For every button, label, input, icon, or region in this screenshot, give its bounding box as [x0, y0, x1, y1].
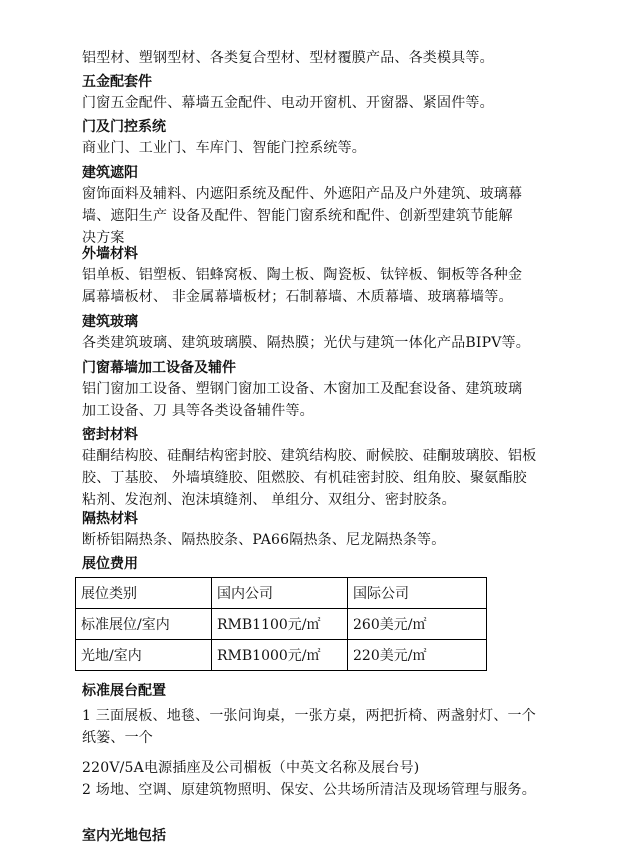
- section-wall: [82, 244, 582, 308]
- table-row: [76, 578, 487, 609]
- table-header-cell: 国内公司: [212, 578, 348, 609]
- glass-heading: 建筑玻璃: [82, 314, 138, 330]
- section-raw-space: [82, 826, 582, 846]
- shading-line: 墙、遮阳生产 设备及配件、智能门窗系统和配件、创新型建筑节能解: [82, 208, 513, 224]
- equipment-heading: 门窗幕墙加工设备及辅件: [82, 360, 236, 376]
- hardware-text: 门窗五金配件、幕墙五金配件、电动开窗机、开窗器、紧固件等。: [82, 95, 494, 111]
- lead-text: 铝型材、塑钢型材、各类复合型材、型材覆膜产品、各类模具等。: [82, 50, 494, 66]
- section-lead: [82, 47, 582, 69]
- section-doors: [82, 117, 582, 159]
- wall-line: 属幕墙板材、 非金属幕墙板材；石制幕墙、木质幕墙、玻璃幕墙等。: [82, 289, 513, 305]
- table-cell: 标准展位/室内: [76, 609, 212, 640]
- section-standard: [82, 681, 582, 801]
- fee-table: [75, 577, 487, 671]
- table-cell: 220美元/㎡: [348, 640, 487, 671]
- sealing-line: 粘剂、发泡剂、泡沫填缝剂、 单组分、双组分、密封胶条。: [82, 492, 456, 508]
- table-cell: 光地/室内: [76, 640, 212, 671]
- equipment-line: 铝门窗加工设备、塑钢门窗加工设备、木窗加工及配套设备、建筑玻璃: [82, 381, 523, 397]
- table-row: [76, 609, 487, 640]
- sealing-line: 硅酮结构胶、硅酮结构密封胶、建筑结构胶、耐候胶、硅酮玻璃胶、铝板: [82, 448, 537, 464]
- doors-heading: 门及门控系统: [82, 119, 166, 135]
- table-cell: RMB1100元/㎡: [212, 609, 348, 640]
- section-glass: [82, 312, 582, 354]
- wall-line: 铝单板、铝塑板、铝蜂窝板、陶土板、陶瓷板、钛锌板、铜板等各种金: [82, 267, 523, 283]
- standard-heading: 标准展台配置: [82, 683, 166, 699]
- insulation-text: 断桥铝隔热条、隔热胶条、PA66隔热条、尼龙隔热条等。: [82, 532, 446, 548]
- table-row: [76, 640, 487, 671]
- shading-line: 窗饰面料及辅料、内遮阳系统及配件、外遮阳产品及户外建筑、玻璃幕: [82, 186, 523, 202]
- standard-line: 2 场地、空调、原建筑物照明、保安、公共场所清洁及现场管理与服务。: [82, 782, 536, 798]
- shading-heading: 建筑遮阳: [82, 165, 138, 181]
- table-cell: 260美元/㎡: [348, 609, 487, 640]
- doors-text: 商业门、工业门、车库门、智能门控系统等。: [82, 140, 366, 156]
- fees-heading: 展位费用: [82, 556, 138, 572]
- insulation-heading: 隔热材料: [82, 511, 138, 527]
- standard-line: 1 三面展板、地毯、一张问询桌，一张方桌，两把折椅、两盏射灯、一个: [82, 708, 536, 724]
- section-fees: [82, 554, 582, 574]
- equipment-line: 加工设备、刀 具等各类设备辅件等。: [82, 403, 314, 419]
- sealing-heading: 密封材料: [82, 427, 138, 443]
- table-header-cell: 国际公司: [348, 578, 487, 609]
- raw-space-heading: 室内光地包括: [82, 828, 166, 844]
- sealing-line: 胶、丁基胶、 外墙填缝胶、阻燃胶、有机硅密封胶、组角胶、聚氨酯胶: [82, 470, 527, 486]
- glass-text: 各类建筑玻璃、建筑玻璃膜、隔热膜；光伏与建筑一体化产品BIPV等。: [82, 335, 530, 351]
- section-shading: [82, 163, 582, 249]
- wall-heading: 外墙材料: [82, 246, 138, 262]
- standard-line: 纸篓、一个: [82, 730, 153, 746]
- table-cell: RMB1000元/㎡: [212, 640, 348, 671]
- section-sealing: [82, 425, 582, 511]
- section-insulation: [82, 509, 582, 551]
- table-header-cell: 展位类别: [76, 578, 212, 609]
- hardware-heading: 五金配套件: [82, 74, 152, 90]
- section-equipment: [82, 358, 582, 422]
- section-hardware: [82, 72, 582, 114]
- standard-line: 220V/5A电源插座及公司楣板（中英文名称及展台号): [82, 760, 420, 776]
- shading-line: 决方案: [82, 230, 125, 246]
